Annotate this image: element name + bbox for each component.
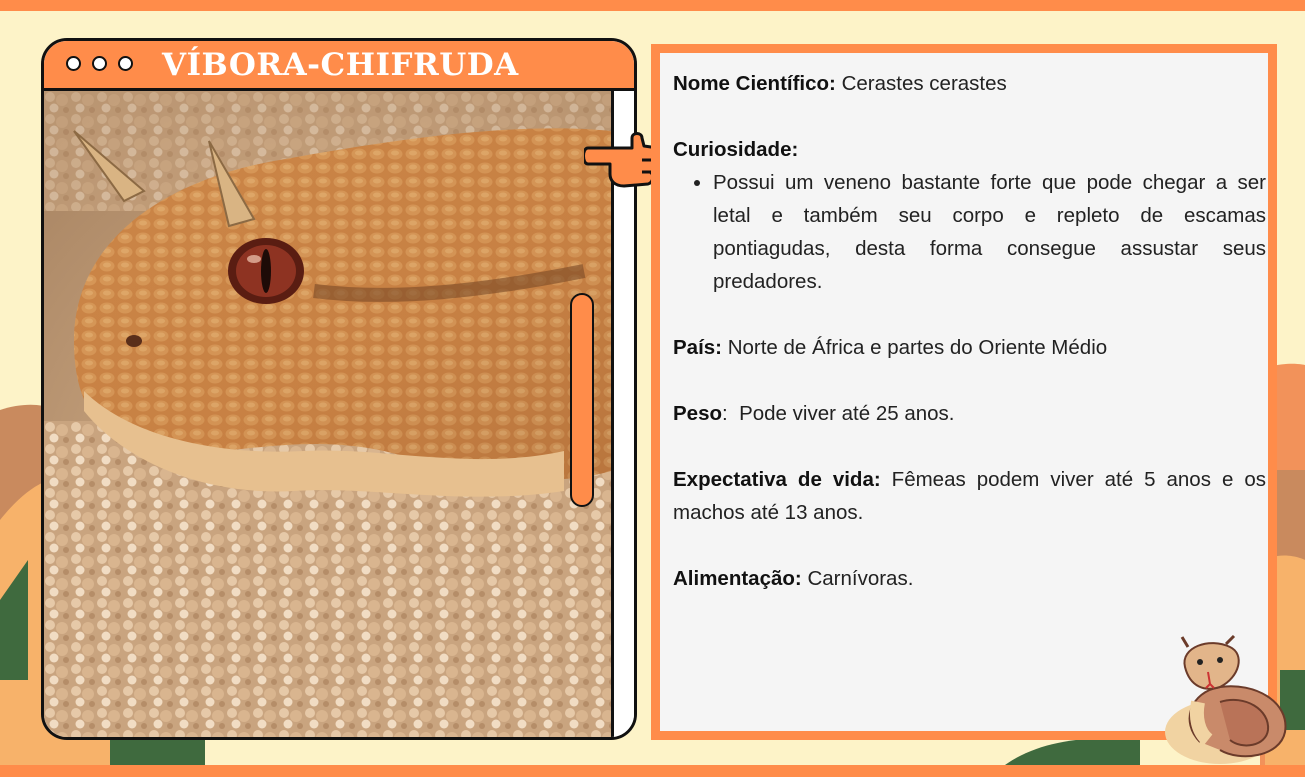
diet-row bbox=[673, 562, 1266, 595]
country-label: País: bbox=[673, 336, 722, 359]
scrollbar-track[interactable] bbox=[611, 91, 637, 740]
top-border bbox=[0, 0, 1305, 11]
weight-row bbox=[673, 397, 1266, 430]
diet-value: Carnívoras. bbox=[807, 567, 914, 590]
curiosity-row bbox=[673, 133, 1266, 166]
curiosity-list bbox=[673, 166, 1266, 298]
page-title: VÍBORA-CHIFRUDA bbox=[162, 47, 519, 83]
scientific-name-row bbox=[673, 67, 1266, 100]
scientific-name-label: Nome Científico: bbox=[673, 72, 836, 95]
curiosity-item: • Possui um veneno bastante forte que pode chegar a ser letal e também seu corpo e repleto de escamas pontiagudas, desta forma consegue assustar seus predadores. bbox=[713, 166, 1266, 298]
cartoon-snake-icon bbox=[1160, 632, 1305, 767]
viper-photo bbox=[44, 91, 611, 740]
country-value: Norte de África e partes do Oriente Médio bbox=[727, 336, 1108, 359]
life-expectancy-value: Fêmeas podem viver até 5 anos e os machos até 13 anos. bbox=[673, 468, 1266, 524]
bottom-border bbox=[0, 765, 1305, 777]
country-row bbox=[673, 331, 1266, 364]
info-text bbox=[673, 67, 1266, 628]
life-expectancy-label: Expectativa de vida: bbox=[673, 468, 881, 491]
scientific-name-value: Cerastes cerastes bbox=[841, 72, 1007, 95]
scrollbar-thumb[interactable] bbox=[570, 293, 594, 507]
window-dot-2[interactable] bbox=[92, 56, 107, 71]
window-titlebar bbox=[44, 41, 634, 91]
weight-value: : Pode viver até 25 anos. bbox=[722, 402, 955, 425]
diet-label: Alimentação: bbox=[673, 567, 802, 590]
life-expectancy-row bbox=[673, 463, 1266, 529]
curiosity-label: Curiosidade: bbox=[673, 138, 799, 161]
window-dot-3[interactable] bbox=[118, 56, 133, 71]
weight-label: Peso bbox=[673, 402, 722, 425]
browser-window bbox=[41, 38, 637, 740]
window-dot-1[interactable] bbox=[66, 56, 81, 71]
